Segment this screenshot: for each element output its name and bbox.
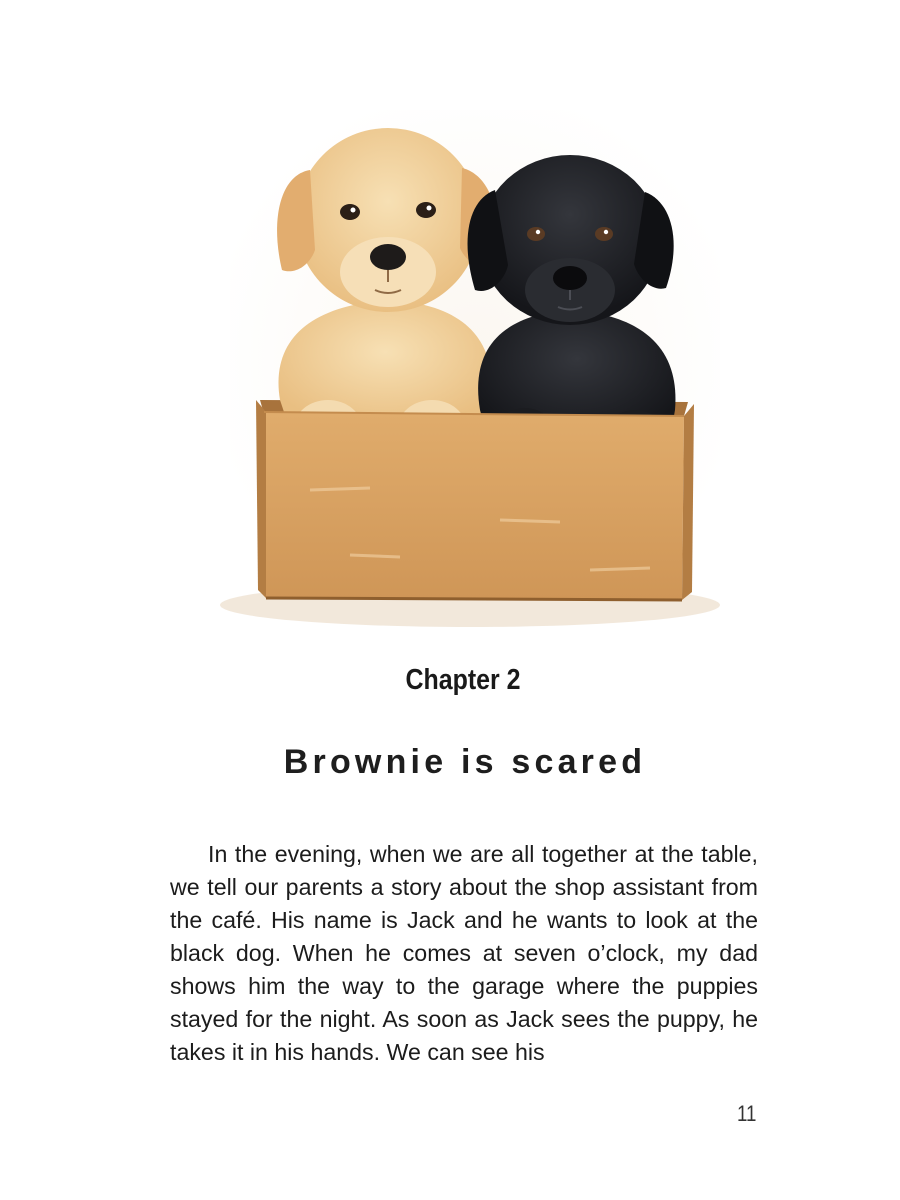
page-number: 11 (737, 1101, 757, 1126)
cardboard-box (256, 400, 694, 600)
puppies-illustration (200, 100, 740, 640)
body-paragraph: In the evening, when we are all together at the table, we tell our parents a story about the shop assistant from the café. His name is Jack and he wants to look at the black dog. When he comes at seven o’clock, my dad shows him the way to the garage where the puppies stayed for the night. As soon as Jack sees the puppy, he takes it in his hands. We can see his (170, 841, 758, 1065)
chapter-label: Chapter 2 (405, 664, 521, 696)
chapter-title: Brownie is scared (283, 743, 647, 781)
puppies-in-box-image (200, 100, 740, 640)
